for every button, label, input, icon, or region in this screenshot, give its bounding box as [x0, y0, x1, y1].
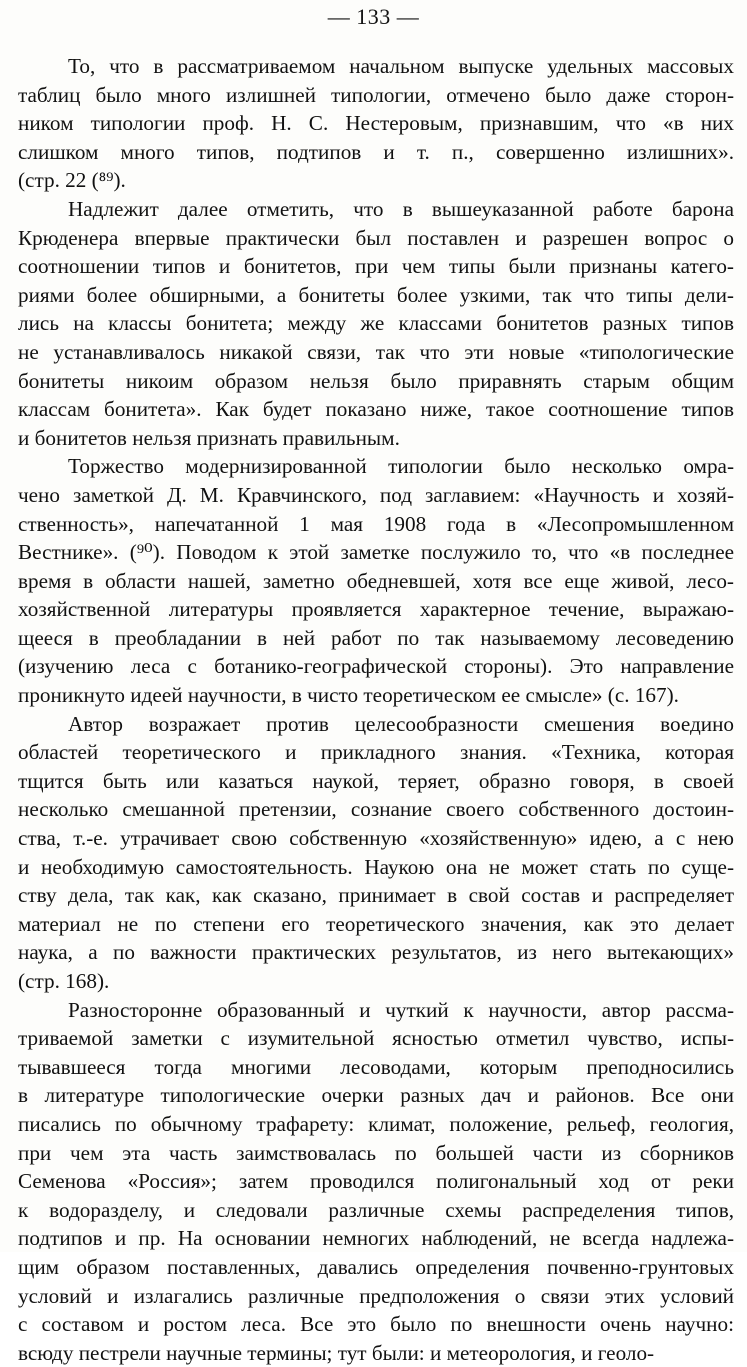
text-line: (стр. 168).: [18, 969, 110, 993]
text-line: ником типологии проф. Н. С. Нестеровым, признавшим, что «в них: [18, 111, 734, 136]
text-line: областей теоретического и прикладного знания. «Техника, которая: [18, 740, 734, 765]
text-line: подтипов и пр. На основании немногих наблюдений, не всегда надлежа-: [18, 1226, 734, 1251]
text-line: материал не по степени его теоретического значения, как это делает: [18, 911, 734, 936]
text-line: щим образом поставленных, давались определения почвенно-грунтовых: [18, 1254, 734, 1279]
text-line: Семенова «Россия»; затем проводился полигональный ход от реки: [18, 1169, 734, 1194]
text-line: Автор возражает против целесообразности смешения воедино: [68, 711, 734, 736]
text-line: соотношении типов и бонитетов, при чем типы были признаны катего-: [18, 254, 734, 279]
text-line: Торжество модернизированной типологии было несколько омра-: [68, 454, 734, 479]
text-line: несколько смешанной претензии, сознание своего собственного достоин-: [18, 797, 734, 822]
text-line: слишком много типов, подтипов и т. п., совершенно излишних».: [18, 139, 734, 164]
text-line: лись на классы бонитета; между же классами бонитетов разных типов: [18, 311, 734, 336]
text-line: То, что в рассматриваемом начальном выпуске удельных массовых: [68, 54, 734, 78]
body-text: [18, 52, 734, 1367]
paragraph: [18, 52, 734, 195]
text-line: риями более обширными, а бонитеты более узкими, так что типы дели-: [18, 282, 734, 307]
text-line: и бонитетов нельзя признать правильным.: [18, 425, 400, 450]
text-line: чено заметкой Д. М. Кравчинского, под заглавием: «Научность и хозяй-: [18, 482, 734, 507]
text-line: проникнуто идеей научности, в чисто теоретическом ее смысле» (с. 167).: [18, 683, 679, 708]
text-line: бонитеты никоим образом нельзя было приравнять старым общим: [18, 368, 734, 393]
text-line: наука, а по важности практических результатов, из него вытекающих»: [18, 940, 734, 965]
paragraph: [18, 710, 734, 996]
text-line: (стр. 22 (⁸⁹).: [18, 168, 126, 193]
text-line: писались по обычному трафарету: климат, положение, рельеф, геология,: [18, 1111, 734, 1136]
text-line: тывавшееся тогда многими лесоводами, которым преподносились: [18, 1054, 734, 1079]
text-line: триваемой заметки с изумительной ясностью отметил чувство, испы-: [18, 1026, 734, 1051]
text-line: ственность», напечатанной 1 мая 1908 года в «Лесопромышленном: [18, 511, 734, 536]
text-line: условий и излагались различные предположения о связи этих условий: [18, 1283, 734, 1308]
text-line: хозяйственной литературы проявляется характерное течение, выражаю-: [18, 597, 734, 622]
text-line: с составом и ростом леса. Все это было по внешности очень научно:: [18, 1312, 734, 1337]
paragraph: [18, 996, 734, 1367]
text-line: Вестнике». (⁹⁰). Поводом к этой заметке послужило то, что «в последнее: [18, 540, 734, 565]
text-line: тщится быть или казаться наукой, теряет, образно говоря, в своей: [18, 768, 734, 793]
text-line: при чем эта часть заимствовалась по большей части из сборников: [18, 1140, 734, 1165]
text-line: щееся в преобладании в ней работ по так называемому лесоведению: [18, 625, 734, 650]
text-line: таблиц было много излишней типологии, отмечено было даже сторон-: [18, 82, 734, 107]
page-number: — 133 —: [327, 4, 420, 29]
text-line: Разносторонне образованный и чуткий к научности, автор рассма-: [68, 997, 734, 1022]
text-line: в литературе типологические очерки разных дач и районов. Все они: [18, 1083, 734, 1108]
text-line: (изучению леса с ботанико-географической стороны). Это направление: [18, 654, 734, 679]
paragraph: [18, 195, 734, 452]
paragraph: [18, 452, 734, 709]
text-line: ству дела, так как, как сказано, принимает в свой состав и распределяет: [18, 883, 734, 908]
text-line: классам бонитета». Как будет показано ниже, такое соотношение типов: [18, 397, 734, 422]
text-line: и необходимую самостоятельность. Наукою она не может стать по суще-: [18, 854, 734, 879]
text-line: всюду пестрели научные термины; тут были: и метеорология, и геоло-: [18, 1340, 655, 1365]
text-line: время в области нашей, заметно обедневшей, хотя все еще живой, лесо-: [18, 568, 734, 593]
text-line: не устанавливалось никакой связи, так что эти новые «типологические: [18, 339, 734, 364]
text-line: Крюденера впервые практически был поставлен и разрешен вопрос о: [18, 225, 734, 250]
text-line: Надлежит далее отметить, что в вышеуказанной работе барона: [68, 196, 734, 221]
text-line: ства, т.-е. утрачивает свою собственную «хозяйственную» идею, а с нею: [18, 826, 734, 851]
text-line: к водоразделу, и следовали различные схемы распределения типов,: [18, 1197, 734, 1222]
